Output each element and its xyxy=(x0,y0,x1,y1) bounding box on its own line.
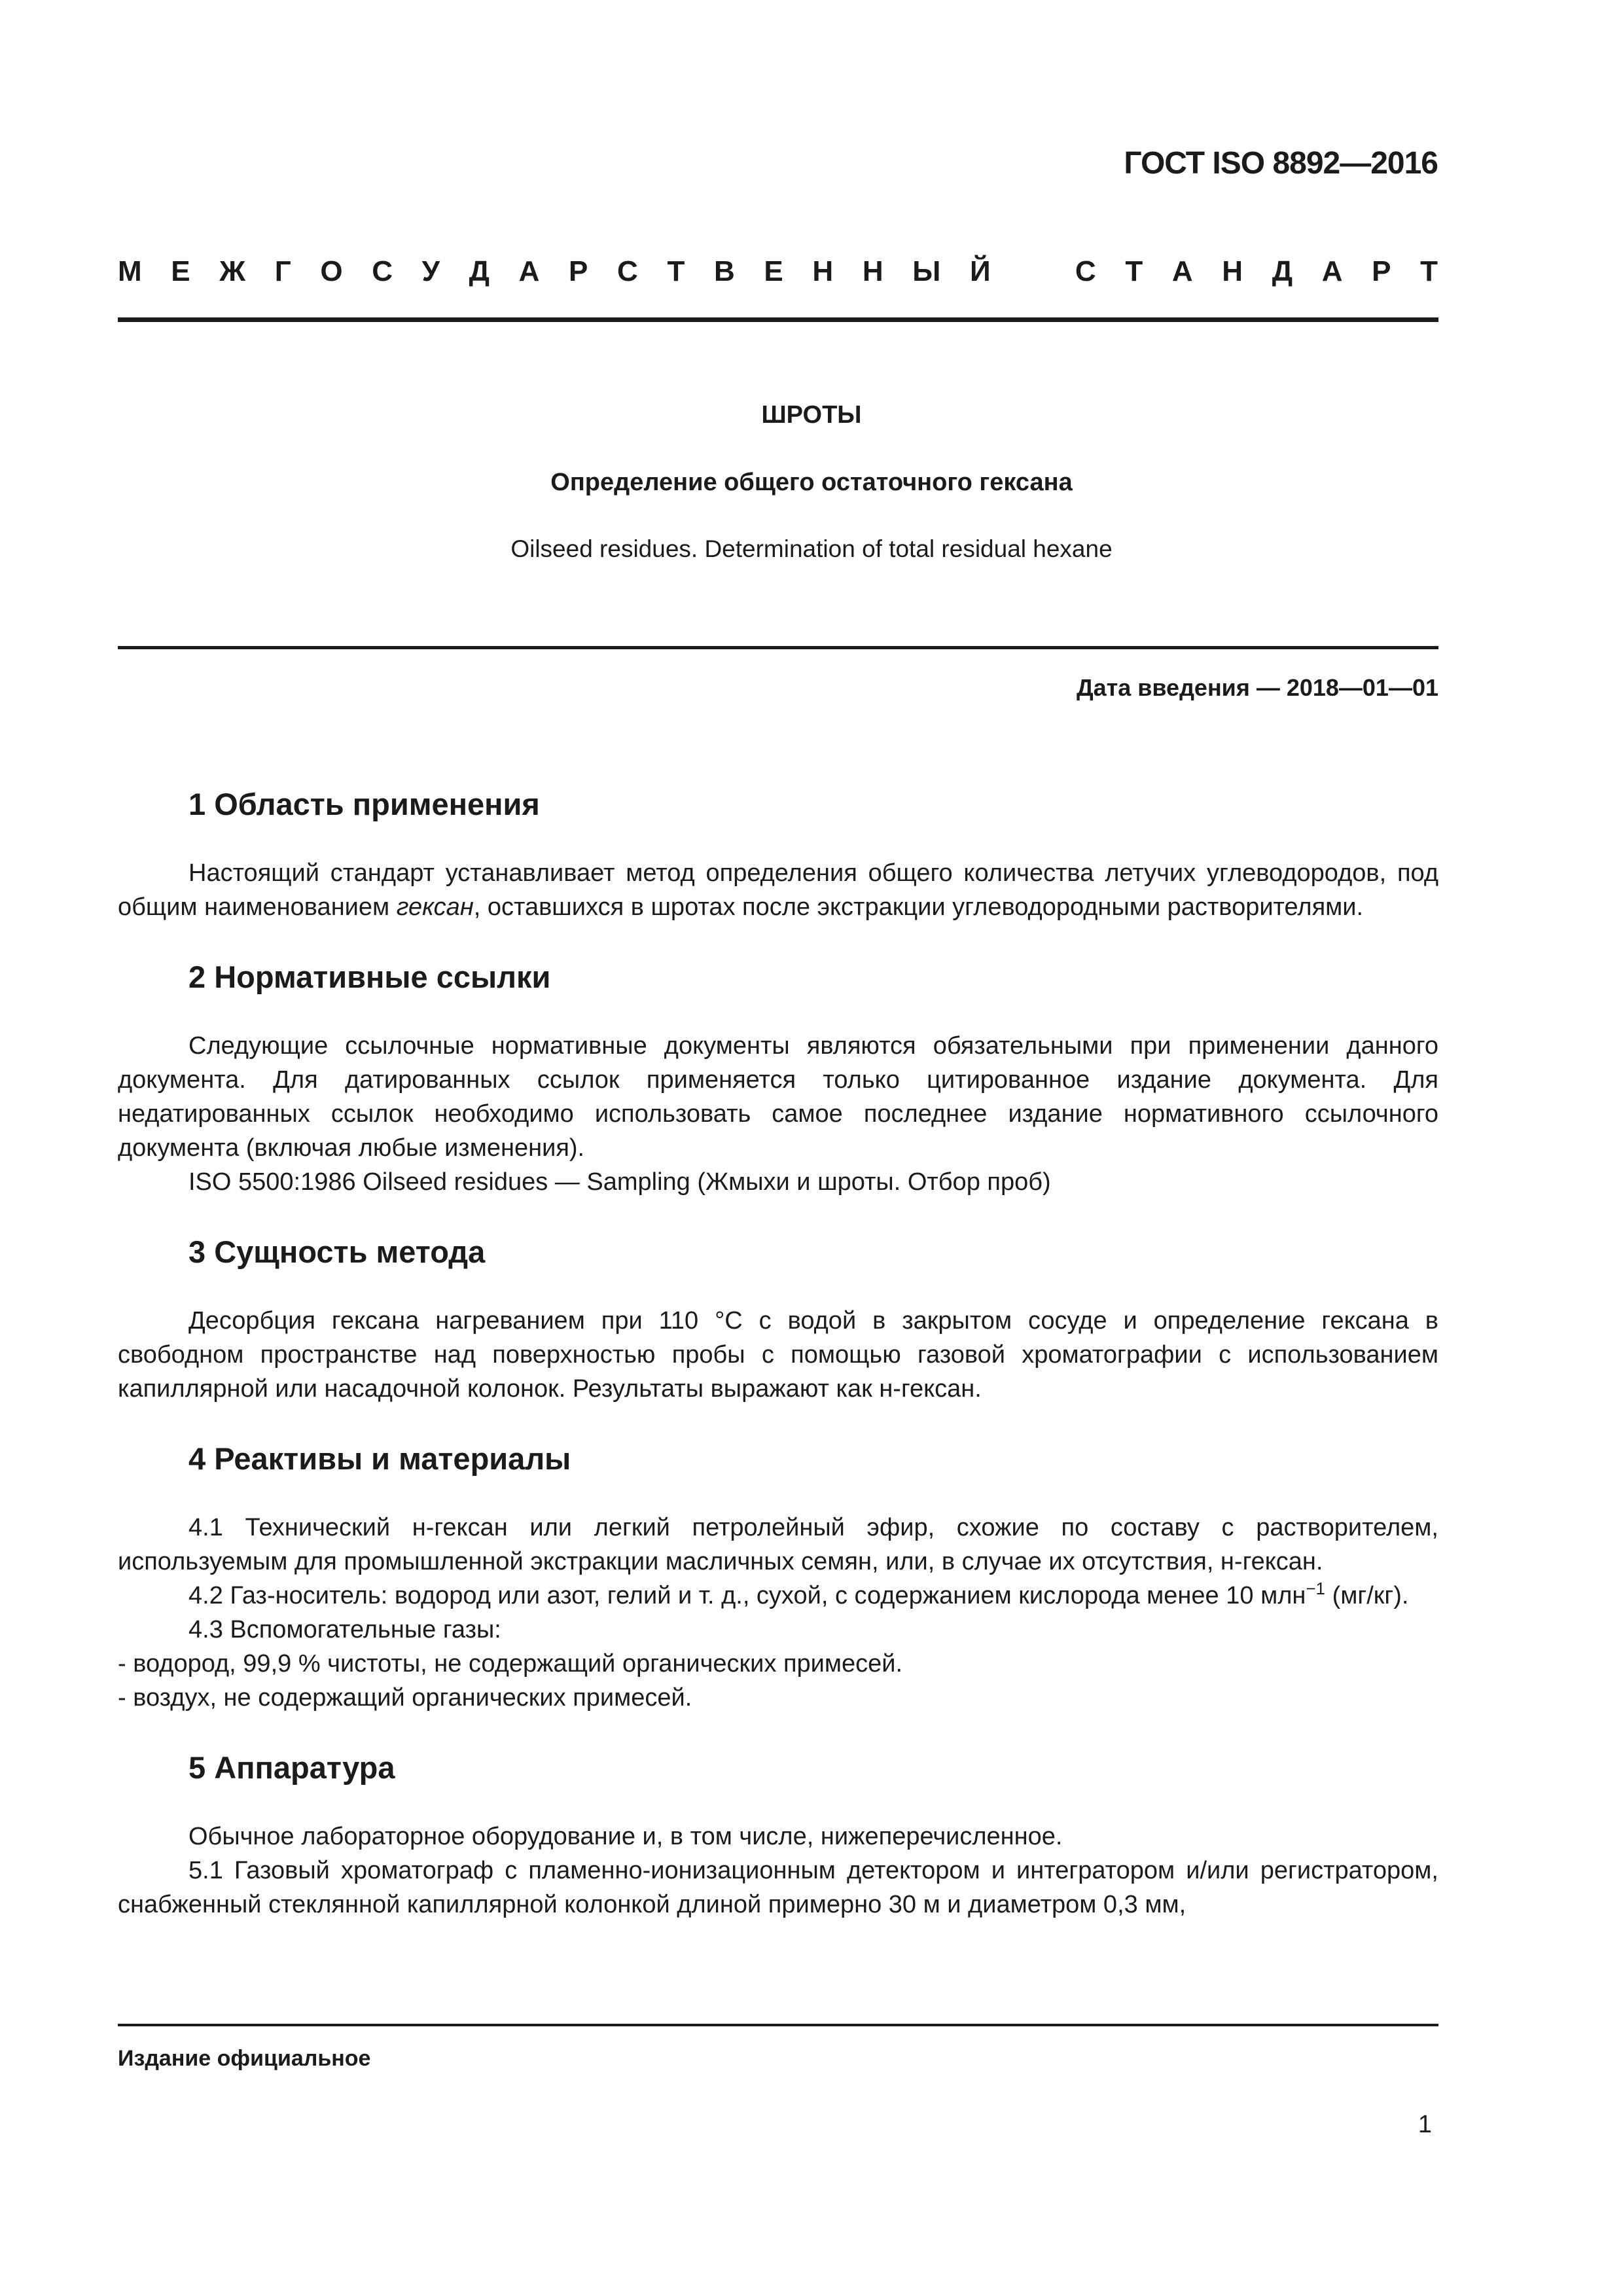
hexane-term: гексан xyxy=(396,893,474,921)
banner-letter: М xyxy=(118,255,142,287)
apparatus-5-1: 5.1 Газовый хроматограф с пламенно-ионизационным детектором и интегратором и/или регистратором, снабженный стеклянной капиллярной колонкой длиной примерно 30 м и диаметром 0,3 мм, xyxy=(118,1857,1438,1918)
banner-letter: О xyxy=(320,255,343,287)
reference-iso-5500: ISO 5500:1986 Oilseed residues — Sampling (Жмыхи и шроты. Отбор проб) xyxy=(188,1168,1051,1196)
section-heading-apparatus: 5 Аппаратура xyxy=(188,1750,395,1785)
scope-paragraph: Настоящий стандарт устанавливает метод определения общего количества летучих углеводородов, под общим наименованием гексан, оставшихся в шротах после экстракции углеводородными растворителями. xyxy=(118,859,1438,921)
reagent-4-1: 4.1 Технический н-гексан или легкий петролейный эфир, схожие по составу с растворителем, используемым для промышленной экстракции масличных семян, или, в случае их отсутствия, н-гексан. xyxy=(118,1514,1438,1575)
list-item-air: - воздух, не содержащий органических примесей. xyxy=(118,1684,692,1712)
footer-rule xyxy=(118,2024,1438,2026)
banner-letter: А xyxy=(1171,255,1193,287)
banner-letter: Н xyxy=(812,255,834,287)
banner-letter: Й xyxy=(969,255,991,287)
section-heading-reagents: 4 Реактивы и материалы xyxy=(188,1441,571,1476)
banner-letter: Е xyxy=(171,255,190,287)
official-edition-label: Издание официальное xyxy=(118,2046,371,2071)
principle-paragraph: Десорбция гексана нагреванием при 110 °С с водой в закрытом сосуде и определение гексана в свободном пространстве над поверхностью пробы с помощью газовой хроматографии с использованием капиллярной или насадочной колонок. Результаты выражают как н-гексан. xyxy=(118,1307,1438,1403)
banner-letter: Е xyxy=(764,255,783,287)
banner-letter: А xyxy=(1321,255,1343,287)
banner-letter: Д xyxy=(1272,255,1293,287)
banner-letter: Р xyxy=(569,255,588,287)
section-heading-normative-references: 2 Нормативные ссылки xyxy=(188,960,551,994)
document-subtitle: Определение общего остаточного гексана xyxy=(550,469,1073,496)
normative-references-paragraph: Следующие ссылочные нормативные документы являются обязательными при применении данного документа. Для датированных ссылок применяется только цитированное издание документа. Для недатированных ссылок необходимо использовать самое последнее издание нормативного ссылочного документа (включая любые изменения). xyxy=(118,1032,1438,1162)
interstate-standard-banner xyxy=(118,255,1438,288)
document-body xyxy=(118,785,1438,1922)
section-heading-principle: 3 Сущность метода xyxy=(188,1234,486,1269)
banner-letter: Н xyxy=(1222,255,1243,287)
banner-letter: У xyxy=(421,255,440,287)
banner-letter: В xyxy=(714,255,735,287)
list-item-hydrogen: - водород, 99,9 % чистоты, не содержащий органических примесей. xyxy=(118,1650,903,1677)
banner-letter: С xyxy=(1075,255,1096,287)
banner-letter: Т xyxy=(1125,255,1143,287)
standard-designation: ГОСТ ISO 8892—2016 xyxy=(1124,146,1438,181)
banner-letter: Т xyxy=(667,255,685,287)
section-heading-scope: 1 Область применения xyxy=(188,787,540,821)
reagent-4-3: 4.3 Вспомогательные газы: xyxy=(188,1616,501,1643)
banner-letter: С xyxy=(372,255,393,287)
banner-letter: Ж xyxy=(219,255,246,287)
header-rule xyxy=(118,317,1438,322)
banner-letter: Н xyxy=(862,255,883,287)
banner-letter: Р xyxy=(1372,255,1391,287)
reagent-4-2: 4.2 Газ-носитель: водород или азот, гелий и т. д., сухой, с содержанием кислорода менее 10 млн$^{-1}$ (мг/кг). xyxy=(188,1579,1409,1609)
banner-letter: Т xyxy=(1420,255,1438,287)
apparatus-intro: Обычное лабораторное оборудование и, в том числе, нижеперечисленное. xyxy=(188,1823,1063,1850)
document-title: ШРОТЫ xyxy=(761,401,862,429)
banner-letter: С xyxy=(617,255,638,287)
title-rule xyxy=(118,646,1438,649)
english-title: Oilseed residues. Determination of total residual hexane xyxy=(510,535,1113,562)
banner-letter: Ы xyxy=(912,255,941,287)
banner-letter: Д xyxy=(469,255,490,287)
banner-word-gap xyxy=(1020,255,1046,288)
introduction-date: Дата введения — 2018—01—01 xyxy=(1076,674,1438,701)
banner-letter: А xyxy=(518,255,540,287)
page-number: 1 xyxy=(1418,2111,1432,2138)
banner-letter: Г xyxy=(274,255,291,287)
